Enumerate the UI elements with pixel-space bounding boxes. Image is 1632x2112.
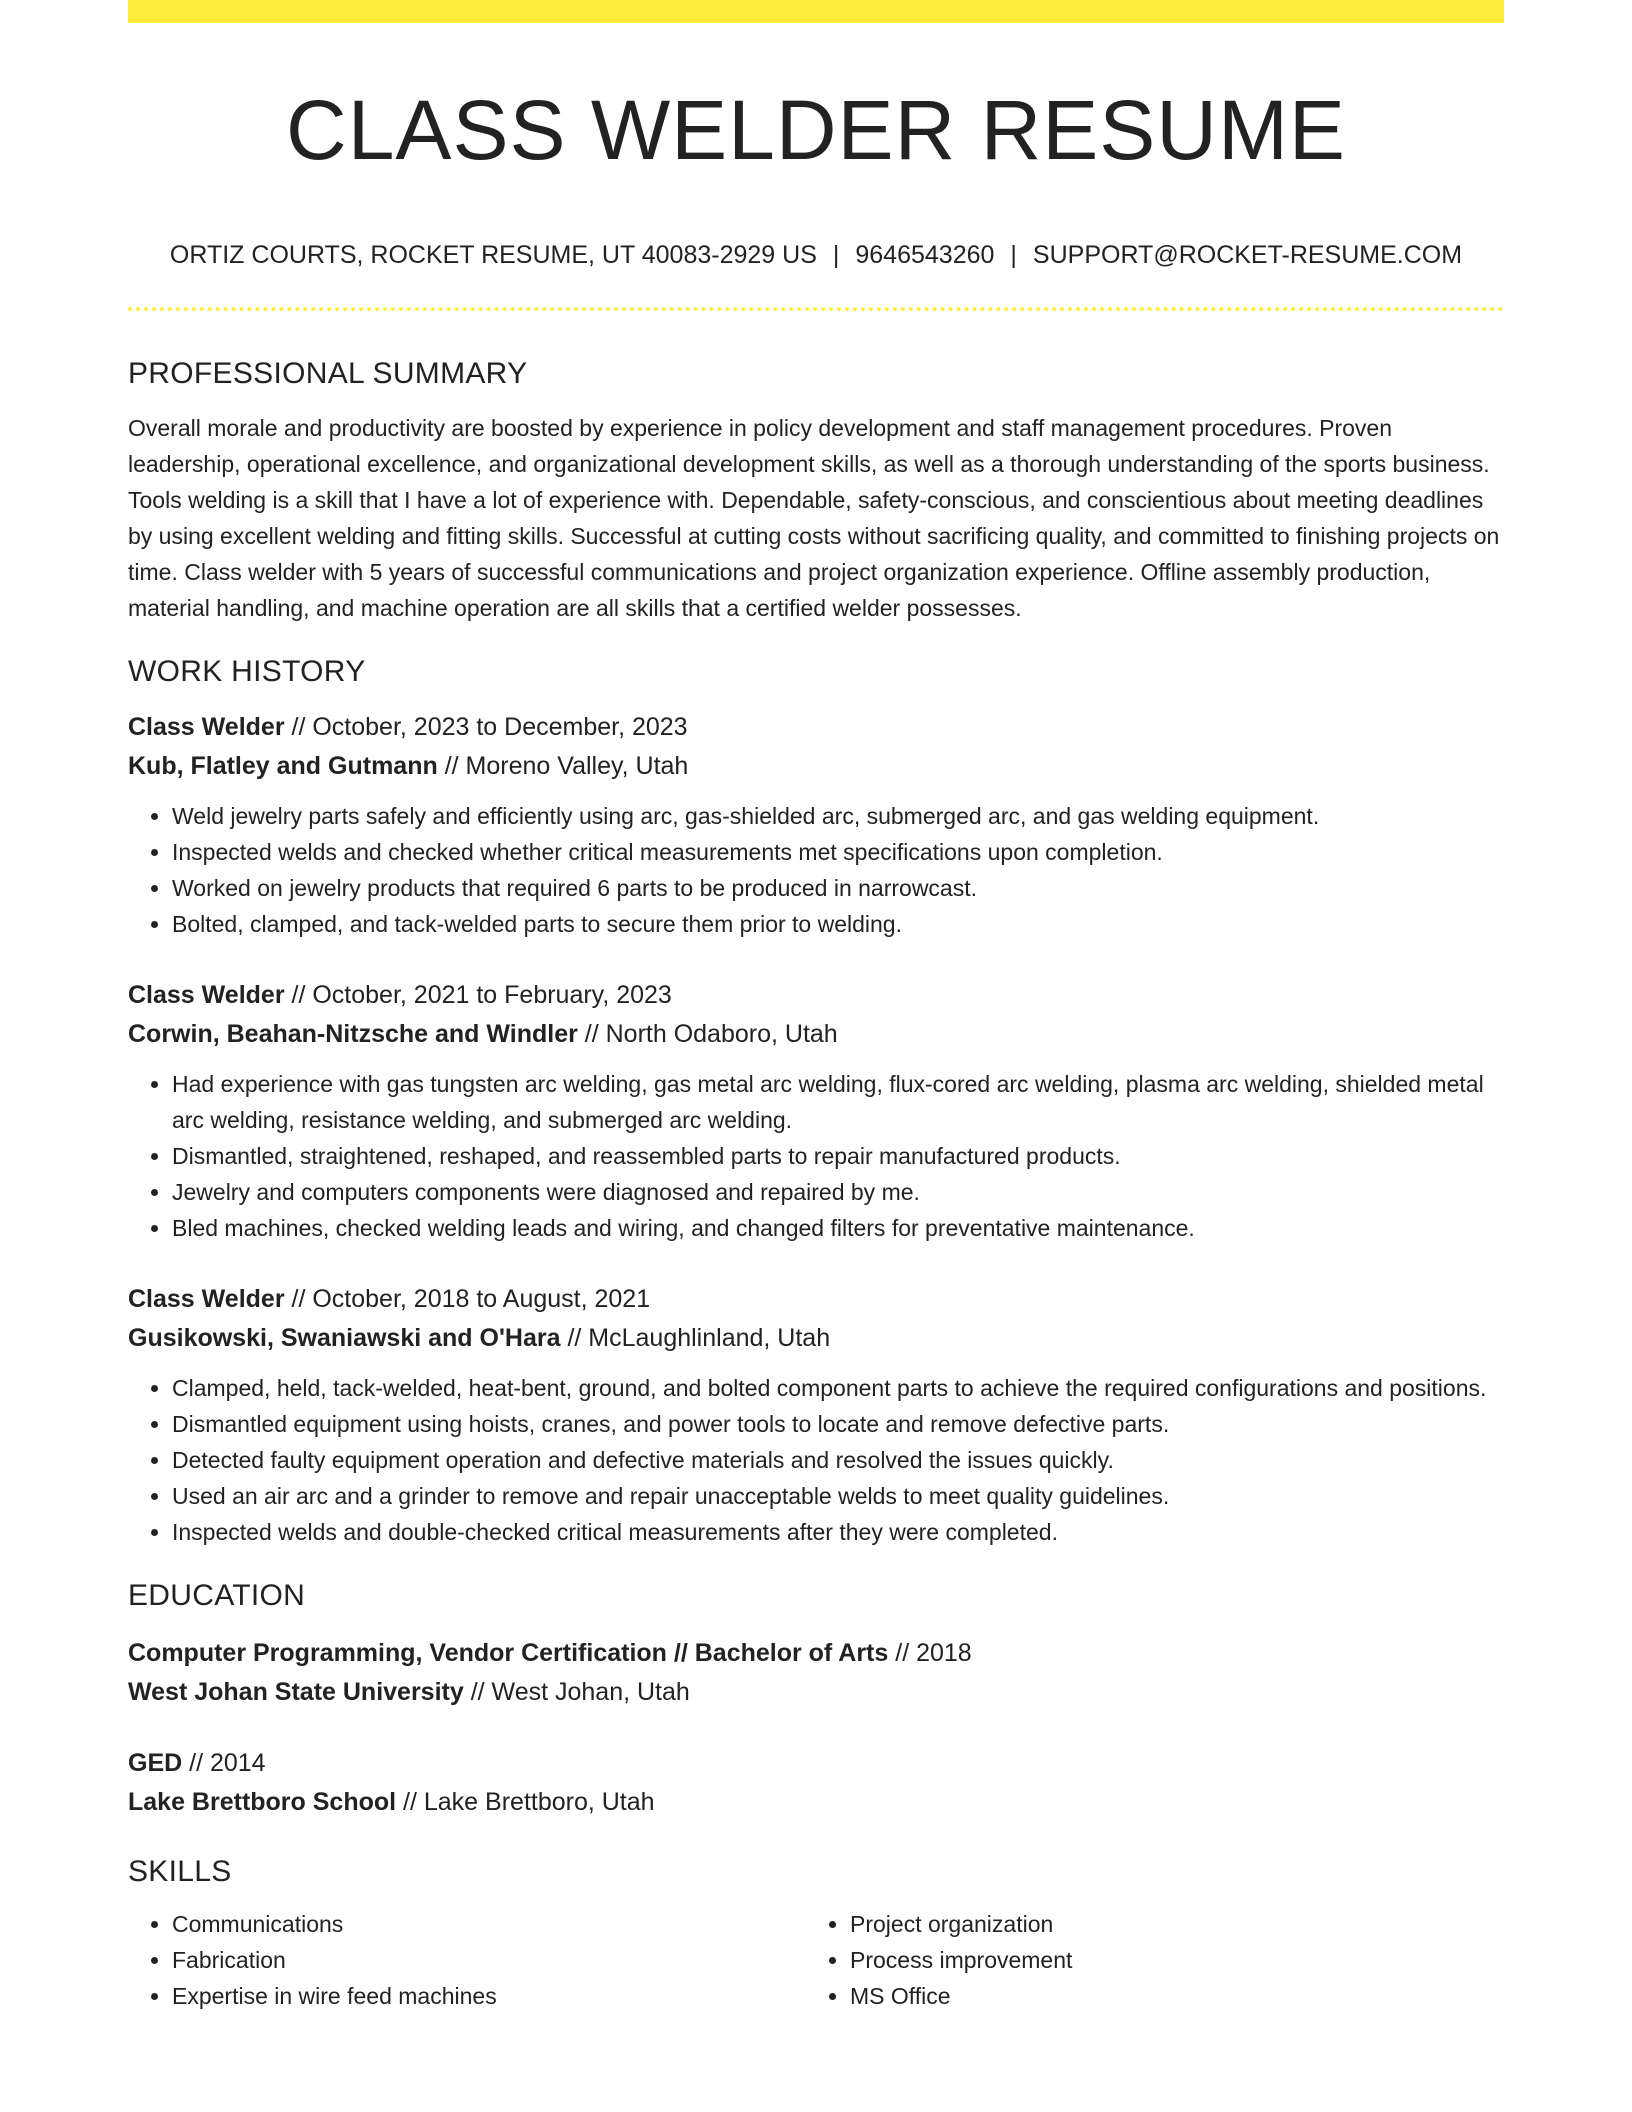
list-item: • Clamped, held, tack-welded, heat-bent, ground, and bolted component parts to achieve the required configurations and positions.	[172, 1370, 1504, 1406]
skills-section	[128, 1850, 1504, 2014]
dotted-divider	[128, 307, 1504, 311]
job-company-line	[128, 1015, 1504, 1054]
list-item: • Had experience with gas tungsten arc welding, gas metal arc welding, flux-cored arc welding, plasma arc welding, shielded metal arc welding, resistance welding, and submerged arc welding.	[172, 1066, 1504, 1138]
contact-line	[128, 237, 1504, 273]
degree: GED	[128, 1749, 183, 1777]
graduation-year: // 2018	[888, 1639, 972, 1667]
list-item: • Dismantled equipment using hoists, cranes, and power tools to locate and remove defective parts.	[172, 1406, 1504, 1442]
resume-content	[128, 352, 1504, 2014]
job-dates: // October, 2021 to February, 2023	[284, 981, 672, 1009]
school-line	[128, 1783, 1504, 1822]
school-location: // West Johan, Utah	[463, 1678, 690, 1706]
skills-heading: SKILLS	[128, 1855, 232, 1888]
job-company: Kub, Flatley and Gutmann	[128, 752, 438, 780]
list-item: • Bled machines, checked welding leads and wiring, and changed filters for preventative maintenance.	[172, 1210, 1504, 1246]
summary-heading: PROFESSIONAL SUMMARY	[128, 357, 528, 390]
list-item: • Fabrication	[172, 1942, 806, 1978]
job-dates: // October, 2018 to August, 2021	[284, 1285, 651, 1313]
job-entry	[128, 1280, 1504, 1550]
graduation-year: // 2014	[182, 1749, 266, 1777]
education-entry	[128, 1634, 1504, 1712]
education-entry	[128, 1744, 1504, 1822]
degree-line	[128, 1634, 1504, 1673]
skills-column-right	[806, 1906, 1484, 2014]
job-company: Gusikowski, Swaniawski and O'Hara	[128, 1324, 561, 1352]
contact-phone: 9646543260	[855, 241, 995, 269]
summary-text: Overall morale and productivity are boosted by experience in policy development and staff management procedures. Proven leadership, operational excellence, and organizational development skills, as well as a thorough understanding of the sports business. Tools welding is a skill that I have a lot of experience with. Dependable, safety-conscious, and conscientious about meeting deadlines by using excellent welding and fitting skills. Successful at cutting costs without sacrificing quality, and committed to finishing projects on time. Class welder with 5 years of successful communications and project organization experience. Offline assembly production, material handling, and machine operation are all skills that a certified welder possesses.	[128, 415, 1500, 621]
job-duties	[128, 1370, 1504, 1550]
resume-page	[128, 0, 1504, 2112]
job-title: Class Welder	[128, 981, 285, 1009]
list-item: • Worked on jewelry products that required 6 parts to be produced in narrowcast.	[172, 870, 1504, 906]
work-history-heading: WORK HISTORY	[128, 655, 366, 688]
school-location: // Lake Brettboro, Utah	[396, 1788, 655, 1816]
education-section	[128, 1574, 1504, 1822]
contact-separator: |	[832, 241, 840, 269]
job-title-line	[128, 976, 1504, 1015]
job-entry	[128, 976, 1504, 1246]
list-item: • MS Office	[850, 1978, 1484, 2014]
page-title: CLASS WELDER RESUME	[286, 83, 1346, 177]
degree-line	[128, 1744, 1504, 1783]
job-duties	[128, 798, 1504, 942]
contact-email: SUPPORT@ROCKET-RESUME.COM	[1032, 241, 1463, 269]
list-item: • Jewelry and computers components were diagnosed and repaired by me.	[172, 1174, 1504, 1210]
list-item: • Expertise in wire feed machines	[172, 1978, 806, 2014]
job-location: // North Odaboro, Utah	[577, 1020, 838, 1048]
list-item: • Bolted, clamped, and tack-welded parts to secure them prior to welding.	[172, 906, 1504, 942]
degree: Computer Programming, Vendor Certification // Bachelor of Arts	[128, 1639, 889, 1667]
list-item: • Weld jewelry parts safely and efficiently using arc, gas-shielded arc, submerged arc, and gas welding equipment.	[172, 798, 1504, 834]
job-title: Class Welder	[128, 713, 285, 741]
list-item: • Detected faulty equipment operation and defective materials and resolved the issues quickly.	[172, 1442, 1504, 1478]
contact-separator: |	[1010, 241, 1017, 269]
skills-column-left	[128, 1906, 806, 2014]
job-company-line	[128, 1319, 1504, 1358]
job-location: // McLaughlinland, Utah	[560, 1324, 831, 1352]
list-item: • Used an air arc and a grinder to remove and repair unacceptable welds to meet quality guidelines.	[172, 1478, 1504, 1514]
job-dates: // October, 2023 to December, 2023	[284, 713, 688, 741]
list-item: • Dismantled, straightened, reshaped, and reassembled parts to repair manufactured products.	[172, 1138, 1504, 1174]
summary-section	[128, 352, 1504, 626]
list-item: • Project organization	[850, 1906, 1484, 1942]
contact-address: ORTIZ COURTS, ROCKET RESUME, UT 40083-2929 US	[169, 241, 817, 269]
list-item: • Communications	[172, 1906, 806, 1942]
skills-grid	[128, 1906, 1504, 2014]
job-company: Corwin, Beahan-Nitzsche and Windler	[128, 1020, 578, 1048]
work-history-section	[128, 650, 1504, 1550]
school-name: Lake Brettboro School	[128, 1788, 397, 1816]
job-title-line	[128, 708, 1504, 747]
job-duties	[128, 1066, 1504, 1246]
education-heading: EDUCATION	[128, 1579, 306, 1612]
list-item: • Inspected welds and double-checked critical measurements after they were completed.	[172, 1514, 1504, 1550]
job-title: Class Welder	[128, 1285, 285, 1313]
accent-top-bar	[128, 0, 1504, 23]
list-item: • Inspected welds and checked whether critical measurements met specifications upon completion.	[172, 834, 1504, 870]
job-entry	[128, 708, 1504, 942]
school-name: West Johan State University	[128, 1678, 464, 1706]
job-title-line	[128, 1280, 1504, 1319]
job-company-line	[128, 747, 1504, 786]
school-line	[128, 1673, 1504, 1712]
job-location: // Moreno Valley, Utah	[437, 752, 689, 780]
list-item: • Process improvement	[850, 1942, 1484, 1978]
